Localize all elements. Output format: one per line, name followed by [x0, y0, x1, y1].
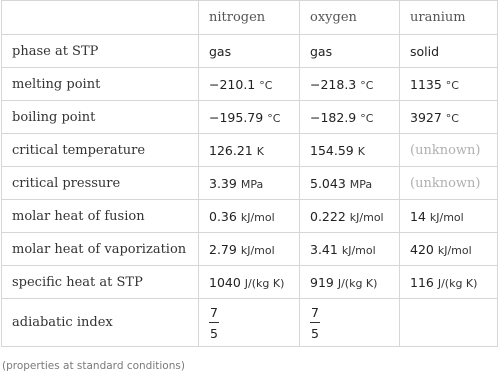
value-cell: [300, 101, 400, 134]
footnote: (properties at standard conditions): [2, 360, 185, 372]
header-cell: [2, 1, 199, 35]
table-row: [2, 68, 498, 101]
value-cell: [400, 35, 498, 68]
empty-value-cell: [400, 299, 498, 347]
row-label: critical pressure: [2, 167, 199, 200]
unit-text: kJ/mol: [429, 210, 464, 224]
table-row: [2, 233, 498, 266]
value-cell: [300, 134, 400, 167]
value-cell: [199, 200, 300, 233]
value-cell: [199, 35, 300, 68]
value-text: gas: [310, 43, 333, 59]
value-text: 1135: [410, 76, 442, 92]
value-cell: [199, 167, 300, 200]
header-cell: nitrogen: [199, 1, 300, 35]
unit-text: MPa: [240, 177, 264, 191]
value-cell: [199, 266, 300, 299]
unit-text: °C: [445, 78, 459, 92]
header-cell: oxygen: [300, 1, 400, 35]
value-cell: [199, 134, 300, 167]
unit-text: K: [256, 144, 264, 158]
unit-text: J/(kg K): [437, 276, 478, 290]
value-text: 126.21: [209, 142, 253, 158]
value-cell: [400, 233, 498, 266]
value-text: 154.59: [310, 142, 354, 158]
value-text: 0.222: [310, 208, 346, 224]
value-text: 5.043: [310, 175, 346, 191]
unknown-value-cell: (unknown): [400, 167, 498, 200]
table-row: [2, 35, 498, 68]
value-text: gas: [209, 43, 232, 59]
value-cell: [300, 233, 400, 266]
table-row: [2, 266, 498, 299]
table-row: [2, 299, 498, 347]
table-row: [2, 134, 498, 167]
value-text: −210.1: [209, 76, 256, 92]
unit-text: °C: [360, 78, 374, 92]
table-row: [2, 167, 498, 200]
value-cell: [199, 68, 300, 101]
unknown-value-cell: (unknown): [400, 134, 498, 167]
value-text: −182.9: [310, 109, 357, 125]
fraction-numerator: 7: [310, 305, 320, 323]
row-label: phase at STP: [2, 35, 199, 68]
unit-text: °C: [267, 111, 281, 125]
value-cell: [199, 101, 300, 134]
value-text: 3.41: [310, 241, 338, 257]
fraction: [209, 305, 219, 341]
unit-text: J/(kg K): [244, 276, 285, 290]
table-row: [2, 101, 498, 134]
unit-text: kJ/mol: [349, 210, 384, 224]
value-text: solid: [410, 43, 440, 59]
value-cell: [300, 68, 400, 101]
value-text: 116: [410, 274, 434, 290]
fraction-numerator: 7: [209, 305, 219, 323]
unit-text: K: [357, 144, 365, 158]
value-text: 3927: [410, 109, 442, 125]
value-cell: [400, 68, 498, 101]
value-text: 3.39: [209, 175, 237, 191]
fraction-denominator: 5: [311, 325, 319, 341]
row-label: critical temperature: [2, 134, 199, 167]
row-label: specific heat at STP: [2, 266, 199, 299]
unit-text: kJ/mol: [240, 210, 275, 224]
value-text: −195.79: [209, 109, 264, 125]
unit-text: kJ/mol: [341, 243, 376, 257]
unit-text: kJ/mol: [437, 243, 472, 257]
fraction-denominator: 5: [210, 325, 218, 341]
value-cell: [199, 299, 300, 347]
unit-text: °C: [445, 111, 459, 125]
value-text: 420: [410, 241, 434, 257]
unit-text: °C: [360, 111, 374, 125]
value-cell: [400, 266, 498, 299]
unit-text: kJ/mol: [240, 243, 275, 257]
value-text: 2.79: [209, 241, 237, 257]
properties-table: [1, 0, 498, 347]
row-label: molar heat of fusion: [2, 200, 199, 233]
header-row: [2, 1, 498, 35]
row-label: boiling point: [2, 101, 199, 134]
unit-text: MPa: [349, 177, 373, 191]
unit-text: °C: [259, 78, 273, 92]
value-text: 0.36: [209, 208, 237, 224]
row-label: adiabatic index: [2, 299, 199, 347]
value-cell: [400, 200, 498, 233]
row-label: melting point: [2, 68, 199, 101]
value-text: 919: [310, 274, 334, 290]
value-cell: [400, 101, 498, 134]
value-text: 1040: [209, 274, 241, 290]
value-text: 14: [410, 208, 426, 224]
row-label: molar heat of vaporization: [2, 233, 199, 266]
value-cell: [300, 200, 400, 233]
header-cell: uranium: [400, 1, 498, 35]
value-cell: [199, 233, 300, 266]
table-row: [2, 200, 498, 233]
value-cell: [300, 299, 400, 347]
value-cell: [300, 35, 400, 68]
value-cell: [300, 167, 400, 200]
value-text: −218.3: [310, 76, 357, 92]
fraction: [310, 305, 320, 341]
value-cell: [300, 266, 400, 299]
unit-text: J/(kg K): [337, 276, 378, 290]
